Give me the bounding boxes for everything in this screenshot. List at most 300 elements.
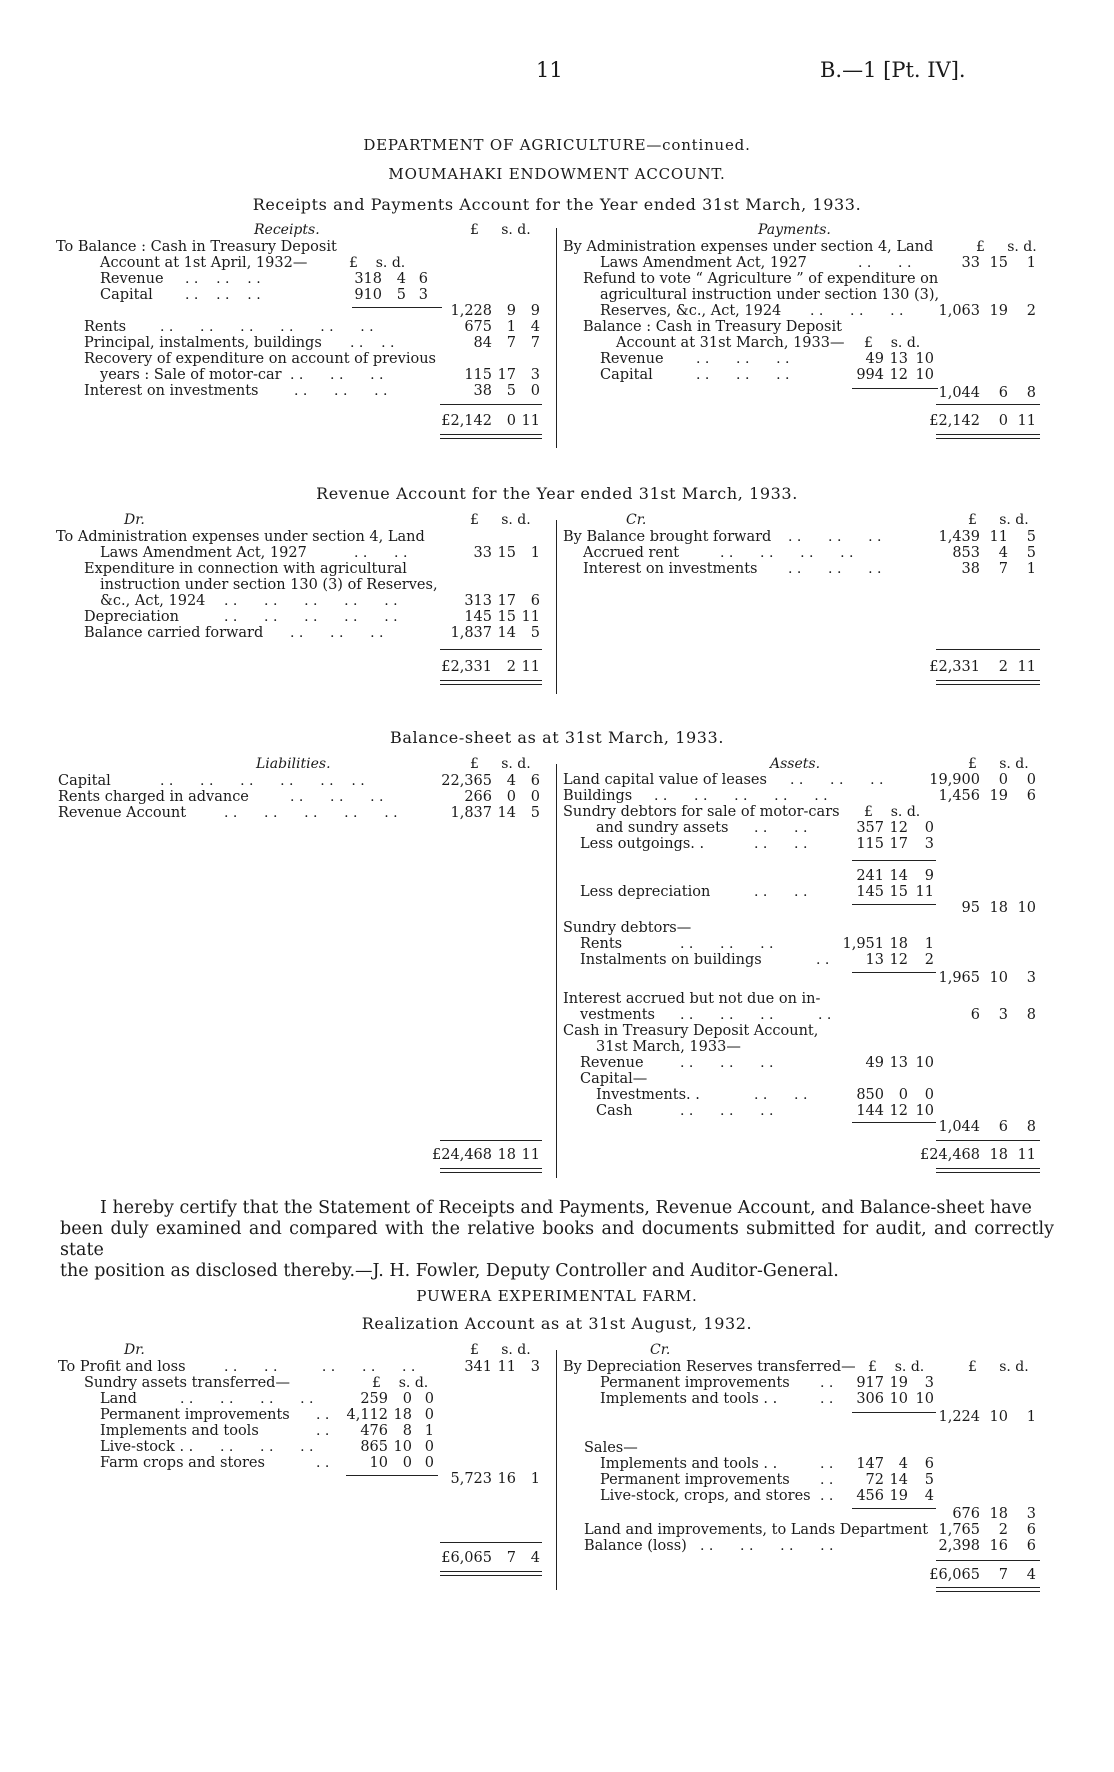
amount: 0 <box>924 1087 934 1103</box>
amount: 0 <box>924 820 934 836</box>
liabilities-heading: Liabilities. <box>256 756 331 772</box>
amount: 0 <box>998 772 1008 788</box>
amount: 38 <box>961 561 980 577</box>
pw-sales-perm-label: Permanent improvements <box>600 1472 790 1488</box>
amount: 2,398 <box>938 1538 980 1554</box>
pw-sales-impl-label: Implements and tools . . <box>600 1456 778 1472</box>
amount: 12 <box>889 367 908 383</box>
pw-credit-lsd: £ s. d. <box>968 1359 1029 1375</box>
amount: 17 <box>497 593 516 609</box>
asset-land-label: Land capital value of leases <box>563 772 767 788</box>
amount: 6 <box>530 593 540 609</box>
amount: 850 <box>856 1087 884 1103</box>
farm-name: PUWERA EXPERIMENTAL FARM. <box>416 1287 698 1305</box>
amount: 3 <box>1026 970 1036 986</box>
lsd-header: £ s. d. <box>968 512 1029 528</box>
amount: 10 <box>915 1055 934 1071</box>
pw-implements-label: Implements and tools <box>100 1423 259 1439</box>
amount: 11 <box>1017 659 1036 675</box>
amount: 4 <box>530 1550 540 1566</box>
amount: 11 <box>521 413 540 429</box>
rev-interest-label: Interest on investments <box>583 561 758 577</box>
amount: 12 <box>889 820 908 836</box>
amount: 17 <box>497 367 516 383</box>
pw-dep-label: By Depreciation Reserves transferred— <box>563 1359 856 1375</box>
amount: 11 <box>989 529 1008 545</box>
rev-admin-line2: Laws Amendment Act, 1927 <box>100 545 307 561</box>
amount: 241 <box>856 868 884 884</box>
column-divider <box>556 228 557 448</box>
amount: 1,044 <box>938 1119 980 1135</box>
amount: 12 <box>889 952 908 968</box>
amount: 5 <box>924 1472 934 1488</box>
amount: 4 <box>396 271 406 287</box>
payments-balance-line2: Account at 31st March, 1933— <box>616 335 845 351</box>
amount: 5 <box>396 287 406 303</box>
lsd-header: £ s. d. <box>470 512 531 528</box>
amount: 14 <box>889 868 908 884</box>
amount: 22,365 <box>441 773 492 789</box>
amount: 1 <box>530 545 540 561</box>
amount: 675 <box>464 319 492 335</box>
amount: 9 <box>530 303 540 319</box>
amount: 6 <box>998 385 1008 401</box>
amount: 3 <box>1026 1506 1036 1522</box>
amount: 8 <box>402 1423 412 1439</box>
amount: 4 <box>1026 1567 1036 1583</box>
rev-balance-cf-label: Balance carried forward <box>84 625 264 641</box>
liabilities-total: £24,468 <box>432 1147 492 1163</box>
subtotal-rule <box>346 1475 438 1476</box>
column-divider <box>556 1350 557 1590</box>
amount: 11 <box>1017 413 1036 429</box>
amount: 0 <box>898 1087 908 1103</box>
amount: 306 <box>856 1391 884 1407</box>
amount: 1,063 <box>938 303 980 319</box>
amount: 11 <box>915 884 934 900</box>
asset-interest-line1: Interest accrued but not due on in- <box>563 991 821 1007</box>
lsd-header: £ s. d. <box>470 1342 531 1358</box>
receipts-recovery-line1: Recovery of expenditure on account of previous <box>84 351 436 367</box>
pw-sales-label: Sales— <box>584 1440 638 1456</box>
assets-sub-lsd: £ s. d. <box>864 804 921 820</box>
amount: 49 <box>865 1055 884 1071</box>
rev-admin-line1: To Administration expenses under section 4, Land <box>56 529 425 545</box>
subtotal-rule <box>852 388 938 389</box>
amount: 0 <box>424 1439 434 1455</box>
certificate-line: been duly examined and compared with the relative books and documents submitted for audit, and correctly state <box>60 1219 1054 1260</box>
amount: 4 <box>998 545 1008 561</box>
asset-rents-label: Rents <box>580 936 623 952</box>
pw-profit-loss-label: To Profit and loss <box>58 1359 186 1375</box>
total-rule <box>936 1140 1040 1141</box>
amount: 7 <box>998 561 1008 577</box>
amount: 2 <box>506 659 516 675</box>
amount: 3 <box>530 367 540 383</box>
amount: 13 <box>889 351 908 367</box>
payments-sub-lsd: £ s. d. <box>864 335 921 351</box>
pw-debit-total: £6,065 <box>441 1550 492 1566</box>
amount: 16 <box>989 1538 1008 1554</box>
amount: 18 <box>989 900 1008 916</box>
pw-land-label: Land <box>100 1391 137 1407</box>
liab-capital-label: Capital <box>58 773 111 789</box>
amount: 33 <box>961 255 980 271</box>
amount: 7 <box>506 1550 516 1566</box>
amount: 15 <box>889 884 908 900</box>
amount: 15 <box>497 609 516 625</box>
pw-sub-lsd: £ s. d. <box>372 1375 429 1391</box>
amount: 1,837 <box>450 805 492 821</box>
amount: 18 <box>989 1506 1008 1522</box>
pw-balance-loss-label: Balance (loss) <box>584 1538 687 1554</box>
pw-credit-sub-lsd: £ s. d. <box>868 1359 925 1375</box>
amount: 2 <box>1026 303 1036 319</box>
account-name: MOUMAHAKI ENDOWMENT ACCOUNT. <box>388 165 726 183</box>
asset-less-outgoings-label: Less outgoings. . <box>580 836 705 852</box>
subtotal-rule <box>852 860 936 861</box>
receipts-balance-line2: Account at 1st April, 1932— <box>100 255 308 271</box>
amount: 3 <box>924 836 934 852</box>
amount: 1 <box>1026 561 1036 577</box>
amount: 4 <box>924 1488 934 1504</box>
amount: 1,965 <box>938 970 980 986</box>
amount: 7 <box>530 335 540 351</box>
amount: 9 <box>506 303 516 319</box>
amount: 0 <box>1026 772 1036 788</box>
pw-livestock-label: Live-stock . . <box>100 1439 194 1455</box>
revenue-cr-total: £2,331 <box>929 659 980 675</box>
amount: 7 <box>998 1567 1008 1583</box>
liab-revenue-account-label: Revenue Account <box>58 805 187 821</box>
amount: 16 <box>497 1471 516 1487</box>
total-rule <box>440 404 542 405</box>
amount: 6 <box>970 1007 980 1023</box>
amount: 49 <box>865 351 884 367</box>
receipts-total: £2,142 <box>441 413 492 429</box>
amount: 1,224 <box>938 1409 980 1425</box>
amount: 84 <box>473 335 492 351</box>
amount: 145 <box>464 609 492 625</box>
asset-revenue-label: Revenue <box>580 1055 644 1071</box>
pw-land-lands-label: Land and improvements, to Lands Department <box>584 1522 929 1538</box>
revenue-account-title: Revenue Account for the Year ended 31st March, 1933. <box>316 484 798 503</box>
amount: 13 <box>889 1055 908 1071</box>
amount: 3 <box>924 1375 934 1391</box>
amount: 676 <box>952 1506 980 1522</box>
subtotal-rule <box>352 307 442 308</box>
payments-capital-label: Capital <box>600 367 653 383</box>
amount: 9 <box>924 868 934 884</box>
amount: 11 <box>521 1147 540 1163</box>
amount: 10 <box>1017 900 1036 916</box>
certificate-line: I hereby certify that the Statement of Receipts and Payments, Revenue Account, and Balance-sheet have <box>100 1198 1032 1218</box>
amount: 3 <box>418 287 428 303</box>
amount: 5 <box>530 805 540 821</box>
amount: 1,228 <box>450 303 492 319</box>
realization-title: Realization Account as at 31st August, 1932. <box>361 1314 753 1333</box>
asset-sundry-motor-line1: Sundry debtors for sale of motor-cars <box>563 804 840 820</box>
lsd-header: £ s. d. <box>470 222 531 238</box>
amount: 19 <box>989 303 1008 319</box>
amount: 994 <box>856 367 884 383</box>
asset-capital-label: Capital— <box>580 1071 648 1087</box>
pw-credit-implements-label: Implements and tools . . <box>600 1391 778 1407</box>
dr-heading: Dr. <box>124 512 145 528</box>
amount: 0 <box>506 789 516 805</box>
rev-balance-bf-label: By Balance brought forward <box>563 529 772 545</box>
amount: 456 <box>856 1488 884 1504</box>
pw-credit-perm-label: Permanent improvements <box>600 1375 790 1391</box>
double-rule <box>440 434 542 439</box>
amount: 0 <box>998 413 1008 429</box>
amount: 8 <box>1026 1007 1036 1023</box>
amount: 4 <box>506 773 516 789</box>
payments-revenue-label: Revenue <box>600 351 664 367</box>
payments-balance-line1: Balance : Cash in Treasury Deposit <box>583 319 842 335</box>
amount: 10 <box>915 351 934 367</box>
amount: 910 <box>354 287 382 303</box>
amount: 853 <box>952 545 980 561</box>
total-rule <box>936 404 1040 405</box>
amount: 1 <box>1026 255 1036 271</box>
rev-depreciation-label: Depreciation <box>84 609 179 625</box>
amount: 18 <box>393 1407 412 1423</box>
amount: 6 <box>1026 1538 1036 1554</box>
amount: 1 <box>1026 1409 1036 1425</box>
amount: 17 <box>889 836 908 852</box>
payments-total: £2,142 <box>929 413 980 429</box>
amount: 1,765 <box>938 1522 980 1538</box>
amount: 8 <box>1026 1119 1036 1135</box>
receipts-rents-label: Rents <box>84 319 127 335</box>
asset-instalments-label: Instalments on buildings <box>580 952 762 968</box>
amount: 72 <box>865 1472 884 1488</box>
amount: 0 <box>506 413 516 429</box>
payments-lsd-header: £ s. d. <box>976 239 1037 255</box>
amount: 4 <box>530 319 540 335</box>
amount: 0 <box>402 1391 412 1407</box>
column-divider <box>556 764 557 1178</box>
amount: 917 <box>856 1375 884 1391</box>
amount: 2 <box>998 659 1008 675</box>
amount: 318 <box>354 271 382 287</box>
amount: 0 <box>402 1455 412 1471</box>
double-rule <box>936 1168 1040 1173</box>
pw-perm-label: Permanent improvements <box>100 1407 290 1423</box>
amount: 3 <box>530 1359 540 1375</box>
amount: 19,900 <box>929 772 980 788</box>
amount: 5,723 <box>450 1471 492 1487</box>
document-reference: B.—1 [Pt. IV]. <box>820 58 966 82</box>
amount: 2 <box>998 1522 1008 1538</box>
receipts-revenue-label: Revenue <box>100 271 164 287</box>
total-rule <box>936 1560 1040 1561</box>
asset-cash-line2: 31st March, 1933— <box>596 1039 741 1055</box>
amount: 4,112 <box>346 1407 388 1423</box>
amount: 0 <box>530 789 540 805</box>
amount: 266 <box>464 789 492 805</box>
amount: 5 <box>1026 545 1036 561</box>
amount: 6 <box>1026 1522 1036 1538</box>
amount: 6 <box>1026 788 1036 804</box>
lsd-header: £ s. d. <box>470 756 531 772</box>
lsd-header: £ s. d. <box>968 756 1029 772</box>
amount: 6 <box>418 271 428 287</box>
amount: 115 <box>464 367 492 383</box>
asset-sundry-motor-line2: and sundry assets <box>596 820 729 836</box>
amount: 19 <box>989 788 1008 804</box>
amount: 11 <box>1017 1147 1036 1163</box>
amount: 10 <box>915 1391 934 1407</box>
amount: 6 <box>530 773 540 789</box>
amount: 476 <box>360 1423 388 1439</box>
double-rule <box>440 680 542 685</box>
amount: 5 <box>1026 529 1036 545</box>
asset-cash-line1: Cash in Treasury Deposit Account, <box>563 1023 819 1039</box>
page-number: 11 <box>536 58 563 82</box>
amount: 11 <box>521 609 540 625</box>
double-rule <box>440 1571 542 1576</box>
rev-exp-line3: &c., Act, 1924 <box>100 593 206 609</box>
payments-refund-line1: Refund to vote “ Agriculture ” of expenditure on <box>583 271 939 287</box>
amount: 13 <box>865 952 884 968</box>
assets-total: £24,468 <box>920 1147 980 1163</box>
amount: 1,837 <box>450 625 492 641</box>
amount: 10 <box>915 367 934 383</box>
revenue-dr-total: £2,331 <box>441 659 492 675</box>
amount: 147 <box>856 1456 884 1472</box>
amount: 1 <box>506 319 516 335</box>
rev-exp-line1: Expenditure in connection with agricultural <box>84 561 407 577</box>
amount: 14 <box>889 1472 908 1488</box>
amount: 11 <box>521 659 540 675</box>
pw-crops-label: Farm crops and stores <box>100 1455 265 1471</box>
amount: 341 <box>464 1359 492 1375</box>
amount: 144 <box>856 1103 884 1119</box>
amount: 10 <box>889 1391 908 1407</box>
amount: 33 <box>473 545 492 561</box>
liab-rents-advance-label: Rents charged in advance <box>58 789 249 805</box>
amount: 1,456 <box>938 788 980 804</box>
asset-cash-label: Cash <box>596 1103 633 1119</box>
amount: 10 <box>393 1439 412 1455</box>
receipts-interest-label: Interest on investments <box>84 383 259 399</box>
total-rule <box>440 1542 542 1543</box>
rev-exp-line2: instruction under section 130 (3) of Reserves, <box>100 577 438 593</box>
amount: 0 <box>424 1391 434 1407</box>
amount: 0 <box>530 383 540 399</box>
total-rule <box>440 649 542 650</box>
amount: 1,951 <box>842 936 884 952</box>
amount: 259 <box>360 1391 388 1407</box>
payments-refund-line3: Reserves, &c., Act, 1924 <box>600 303 782 319</box>
amount: 2 <box>924 952 934 968</box>
payments-admin-line2: Laws Amendment Act, 1927 <box>600 255 807 271</box>
rev-accrued-rent-label: Accrued rent <box>583 545 680 561</box>
amount: 1,439 <box>938 529 980 545</box>
department-title: DEPARTMENT OF AGRICULTURE—continued. <box>363 136 751 154</box>
amount: 6 <box>998 1119 1008 1135</box>
amount: 18 <box>497 1147 516 1163</box>
receipts-capital-label: Capital <box>100 287 153 303</box>
amount: 3 <box>998 1007 1008 1023</box>
receipts-sub-lsd: £ s. d. <box>349 255 406 271</box>
amount: 0 <box>424 1407 434 1423</box>
asset-sundry-debtors-label: Sundry debtors— <box>563 920 692 936</box>
amount: 865 <box>360 1439 388 1455</box>
amount: 1 <box>924 936 934 952</box>
asset-less-depreciation-label: Less depreciation <box>580 884 711 900</box>
double-rule <box>936 434 1040 439</box>
double-rule <box>936 680 1040 685</box>
dr-heading: Dr. <box>124 1342 145 1358</box>
payments-heading: Payments. <box>758 222 831 238</box>
total-rule <box>440 1140 542 1141</box>
amount: 1 <box>530 1471 540 1487</box>
amount: 5 <box>530 625 540 641</box>
amount: 18 <box>889 936 908 952</box>
pw-credit-total: £6,065 <box>929 1567 980 1583</box>
amount: 0 <box>424 1455 434 1471</box>
amount: 8 <box>1026 385 1036 401</box>
amount: 4 <box>898 1456 908 1472</box>
amount: 38 <box>473 383 492 399</box>
amount: 5 <box>506 383 516 399</box>
amount: 115 <box>856 836 884 852</box>
double-rule <box>936 1587 1040 1592</box>
amount: 19 <box>889 1375 908 1391</box>
payments-refund-line2: agricultural instruction under section 130 (3), <box>600 287 940 303</box>
amount: 7 <box>506 335 516 351</box>
amount: 15 <box>497 545 516 561</box>
payments-admin-line1: By Administration expenses under section 4, Land <box>563 239 934 255</box>
pw-sundry-label: Sundry assets transferred— <box>84 1375 290 1391</box>
asset-investments-label: Investments. . <box>596 1087 700 1103</box>
amount: 19 <box>889 1488 908 1504</box>
pw-sales-live-label: Live-stock, crops, and stores <box>600 1488 811 1504</box>
amount: 95 <box>961 900 980 916</box>
balance-sheet-title: Balance-sheet as at 31st March, 1933. <box>389 728 725 747</box>
amount: 15 <box>989 255 1008 271</box>
amount: 18 <box>989 1147 1008 1163</box>
amount: 313 <box>464 593 492 609</box>
receipts-heading: Receipts. <box>254 222 320 238</box>
column-divider <box>556 520 557 694</box>
receipts-principal-label: Principal, instalments, buildings <box>84 335 322 351</box>
cr-heading: Cr. <box>650 1342 671 1358</box>
double-rule <box>440 1168 542 1173</box>
amount: 10 <box>989 970 1008 986</box>
amount: 145 <box>856 884 884 900</box>
amount: 10 <box>915 1103 934 1119</box>
amount: 14 <box>497 805 516 821</box>
amount: 357 <box>856 820 884 836</box>
amount: 14 <box>497 625 516 641</box>
cr-heading: Cr. <box>626 512 647 528</box>
asset-buildings-label: Buildings <box>563 788 633 804</box>
receipts-balance-line1: To Balance : Cash in Treasury Deposit <box>56 239 337 255</box>
amount: 12 <box>889 1103 908 1119</box>
amount: 10 <box>989 1409 1008 1425</box>
amount: 11 <box>497 1359 516 1375</box>
amount: 1 <box>424 1423 434 1439</box>
amount: 6 <box>924 1456 934 1472</box>
audit-certificate <box>60 1198 1054 1282</box>
total-rule <box>936 649 1040 650</box>
assets-heading: Assets. <box>770 756 821 772</box>
receipts-payments-title: Receipts and Payments Account for the Year ended 31st March, 1933. <box>252 195 862 214</box>
